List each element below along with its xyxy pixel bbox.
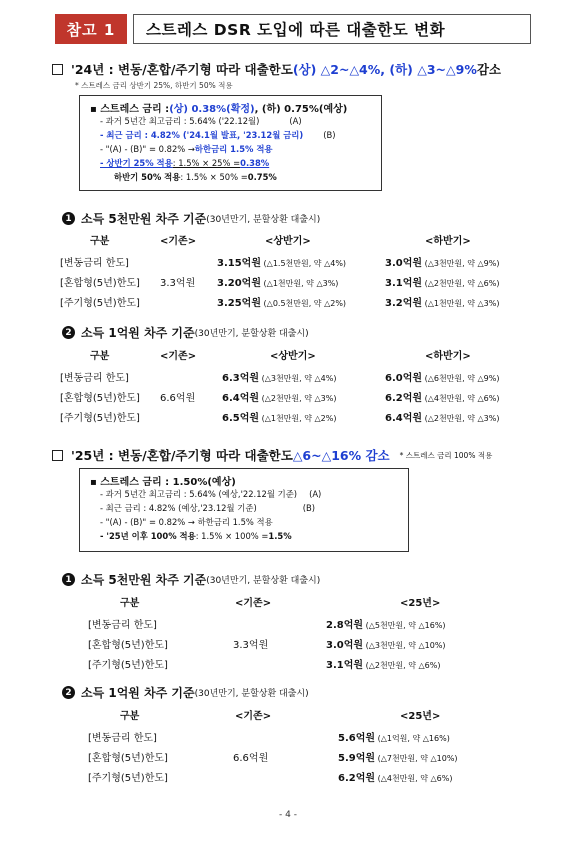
max-rate-text: - 과거 5년간 최고금리 : 5.64% ('22.12월): [100, 116, 260, 126]
value: 3.15억원: [217, 258, 261, 269]
checkbox-square-icon: [52, 64, 63, 75]
row-label: [주기형(5년)한도]: [88, 773, 168, 784]
number-1-icon: 1: [62, 573, 75, 586]
row-label: [혼합형(5년)한도]: [88, 753, 168, 764]
value: 2.8억원: [326, 620, 364, 631]
table-cell: [326, 636, 446, 651]
row-label: [혼합형(5년)한도]: [60, 393, 140, 404]
title-bar: [55, 14, 531, 44]
value: 5.9억원: [338, 753, 376, 764]
floor-rate-text: 하한금리 1.5% 적용: [194, 144, 273, 154]
value: 3.2억원: [385, 298, 423, 309]
checkbox-square-icon: [52, 450, 63, 461]
full-apply-formula: : 1.5% × 100% =: [195, 531, 269, 541]
value: 6.2억원: [385, 393, 423, 404]
table-2025-income-100m: [88, 707, 518, 787]
table-cell: [222, 369, 336, 384]
stress-rate-label: ▪ 스트레스 금리 :: [90, 103, 170, 115]
table-heading-note: (30년만기, 분할상환 대출시): [206, 576, 321, 586]
table-cell: [338, 769, 452, 784]
col-header: 구분: [90, 236, 110, 247]
value-note: (△1.5천만원, 약 △4%): [261, 259, 347, 268]
stress-rate-line: ▪ 스트레스 금리 : 1.50%(예상): [90, 476, 236, 488]
value-note: (△7천만원, 약 △10%): [375, 754, 458, 763]
row-label: [혼합형(5년)한도]: [88, 640, 168, 651]
base-limit: 6.6억원: [233, 753, 269, 764]
col-header: <기존>: [160, 236, 197, 247]
page-number: - 4 -: [279, 810, 297, 820]
ref-a: (A): [309, 489, 322, 499]
value: 6.4억원: [222, 393, 260, 404]
diff-line: - "(A) - (B)" = 0.82% → 하한금리 1.5% 적용: [100, 517, 273, 527]
base-limit: 3.3억원: [233, 640, 269, 651]
section-2025-heading: [52, 446, 492, 464]
value: 3.0억원: [326, 640, 364, 651]
recent-rate-text: - 최근 금리 : 4.82% ('24.1월 발표, '23.12월 금리): [100, 130, 304, 140]
value: 3.0억원: [385, 258, 423, 269]
col-header: <기존>: [160, 351, 197, 362]
value-note: (△2천만원, 약 △6%): [363, 661, 441, 670]
table-cell: [385, 369, 499, 384]
value-note: (△1천만원, 약 △3%): [422, 299, 500, 308]
table-cell: [338, 749, 458, 764]
row-label: [변동금리 한도]: [60, 373, 129, 384]
section-2024-highlight: (상) △2~△4%, (하) △3~△9%: [292, 62, 477, 77]
row-label: [변동금리 한도]: [88, 620, 157, 631]
value-note: (△1천만원, 약 △2%): [259, 414, 337, 423]
first-half-formula: : 1.5% × 25% =: [172, 158, 241, 168]
recent-rate-line: [90, 501, 408, 515]
table-heading-note: (30년만기, 분할상환 대출시): [194, 689, 309, 699]
base-limit: 3.3억원: [160, 278, 196, 289]
stress-rate-second-half: , (하) 0.75%(예상): [254, 103, 348, 115]
table-cell: [326, 616, 446, 631]
row-label: [변동금리 한도]: [60, 258, 129, 269]
second-half-label: 하반기 50% 적용: [114, 172, 181, 182]
value-note: (△4천만원, 약 △6%): [375, 774, 453, 783]
table-cell: [217, 254, 346, 269]
max-rate-line: [90, 487, 408, 501]
row-label: [주기형(5년)한도]: [88, 660, 168, 671]
table-heading-text: 소득 5천만원 차주 기준: [81, 212, 207, 226]
section-2024-text: '24년 : 변동/혼합/주기형 따라 대출한도: [71, 62, 293, 77]
section-2024-suffix: 감소: [476, 62, 502, 77]
row-label: [주기형(5년)한도]: [60, 413, 140, 424]
table-heading-text: 소득 1억원 차주 기준: [81, 326, 195, 340]
value-note: (△3천만원, 약 △9%): [422, 259, 500, 268]
full-apply-result: 1.5%: [268, 531, 292, 541]
table-cell: [338, 729, 450, 744]
full-apply-line: [90, 529, 408, 543]
row-label: [변동금리 한도]: [88, 733, 157, 744]
col-header: <하반기>: [425, 351, 471, 362]
value: 5.6억원: [338, 733, 376, 744]
ref-a: (A): [289, 116, 302, 126]
col-header: 구분: [120, 598, 140, 609]
stress-rate-line: [90, 100, 381, 114]
value: 6.5억원: [222, 413, 260, 424]
stress-rate-first-half: (상) 0.38%(확정): [169, 103, 255, 115]
first-half-label: - 상반기 25% 적용: [100, 158, 173, 168]
value-note: (△2천만원, 약 △6%): [422, 279, 500, 288]
table-cell: [385, 274, 499, 289]
value-note: (△2천만원, 약 △3%): [422, 414, 500, 423]
row-label: [혼합형(5년)한도]: [60, 278, 140, 289]
table-cell: [217, 294, 346, 309]
section-2025-note: * 스트레스 금리 100% 적용: [399, 450, 493, 460]
table-cell: [385, 294, 499, 309]
second-half-result: 0.75%: [247, 172, 277, 182]
reference-tag: 참고 1: [55, 14, 127, 44]
section-2025-text: '25년 : 변동/혼합/주기형 따라 대출한도: [71, 448, 293, 463]
value: 6.0억원: [385, 373, 423, 384]
table-2025-income-100m-heading: [62, 684, 309, 701]
table-2024-income-100m-heading: [62, 324, 309, 341]
value-note: (△0.5천만원, 약 △2%): [261, 299, 347, 308]
number-2-icon: 2: [62, 326, 75, 339]
value: 3.25억원: [217, 298, 261, 309]
base-limit: 6.6억원: [160, 393, 196, 404]
table-2025-income-50m: [88, 594, 518, 674]
first-half-line: [90, 156, 381, 170]
table-heading-text: 소득 1억원 차주 기준: [81, 686, 195, 700]
table-cell: [222, 409, 336, 424]
ref-b: (B): [323, 130, 336, 140]
recent-rate-text: - 최근 금리 : 4.82% (예상,'23.12월 기준): [100, 503, 257, 513]
value: 3.1억원: [385, 278, 423, 289]
table-2024-income-50m-heading: [62, 210, 320, 227]
table-cell: [222, 389, 336, 404]
page-title: 스트레스 DSR 도입에 따른 대출한도 변화: [133, 14, 531, 44]
table-cell: [217, 274, 338, 289]
value: 3.20억원: [217, 278, 261, 289]
value-note: (△3천만원, 약 △10%): [363, 641, 446, 650]
diff-text: - "(A) - (B)" = 0.82% →: [100, 144, 195, 154]
table-heading-note: (30년만기, 분할상환 대출시): [194, 329, 309, 339]
col-header: <25년>: [400, 711, 441, 722]
col-header: <하반기>: [425, 236, 471, 247]
col-header: <25년>: [400, 598, 441, 609]
col-header: 구분: [120, 711, 140, 722]
value-note: (△2천만원, 약 △3%): [259, 394, 337, 403]
col-header: <상반기>: [265, 236, 311, 247]
value-note: (△6천만원, 약 △9%): [422, 374, 500, 383]
stress-rate-box-2025: [79, 468, 409, 552]
row-label: [주기형(5년)한도]: [60, 298, 140, 309]
value: 6.4억원: [385, 413, 423, 424]
max-rate-line: [90, 114, 381, 128]
second-half-line: [90, 170, 381, 184]
table-cell: [326, 656, 440, 671]
stress-rate-box-2024: [79, 95, 382, 191]
number-1-icon: 1: [62, 212, 75, 225]
table-cell: [385, 409, 499, 424]
full-apply-label: - '25년 이후 100% 적용: [100, 531, 196, 541]
col-header: <기존>: [235, 598, 272, 609]
section-2024-note: * 스트레스 금리 상반기 25%, 하반기 50% 적용: [75, 81, 233, 90]
col-header: <기존>: [235, 711, 272, 722]
diff-line: [90, 142, 381, 156]
max-rate-text: - 과거 5년간 최고금리 : 5.64% (예상,'22.12월 기준): [100, 489, 298, 499]
col-header: <상반기>: [270, 351, 316, 362]
table-2025-income-50m-heading: [62, 571, 320, 588]
ref-b: (B): [302, 503, 315, 513]
section-2024-heading: [52, 60, 501, 78]
section-2025-highlight: △6~△16% 감소: [292, 448, 390, 463]
table-2024-income-50m: [60, 232, 530, 312]
col-header: 구분: [90, 351, 110, 362]
value: 3.1억원: [326, 660, 364, 671]
table-2024-income-100m: [60, 347, 530, 427]
table-heading-text: 소득 5천만원 차주 기준: [81, 573, 207, 587]
value: 6.3억원: [222, 373, 260, 384]
table-heading-note: (30년만기, 분할상환 대출시): [206, 215, 321, 225]
value-note: (△3천만원, 약 △4%): [259, 374, 337, 383]
table-cell: [385, 389, 499, 404]
value-note: (△1억원, 약 △16%): [375, 734, 450, 743]
value-note: (△1천만원, 약 △3%): [261, 279, 339, 288]
value-note: (△5천만원, 약 △16%): [363, 621, 446, 630]
value: 6.2억원: [338, 773, 376, 784]
second-half-formula: : 1.5% × 50% =: [180, 172, 248, 182]
recent-rate-line: [90, 128, 381, 142]
table-cell: [385, 254, 499, 269]
number-2-icon: 2: [62, 686, 75, 699]
value-note: (△4천만원, 약 △6%): [422, 394, 500, 403]
first-half-result: 0.38%: [240, 158, 270, 168]
